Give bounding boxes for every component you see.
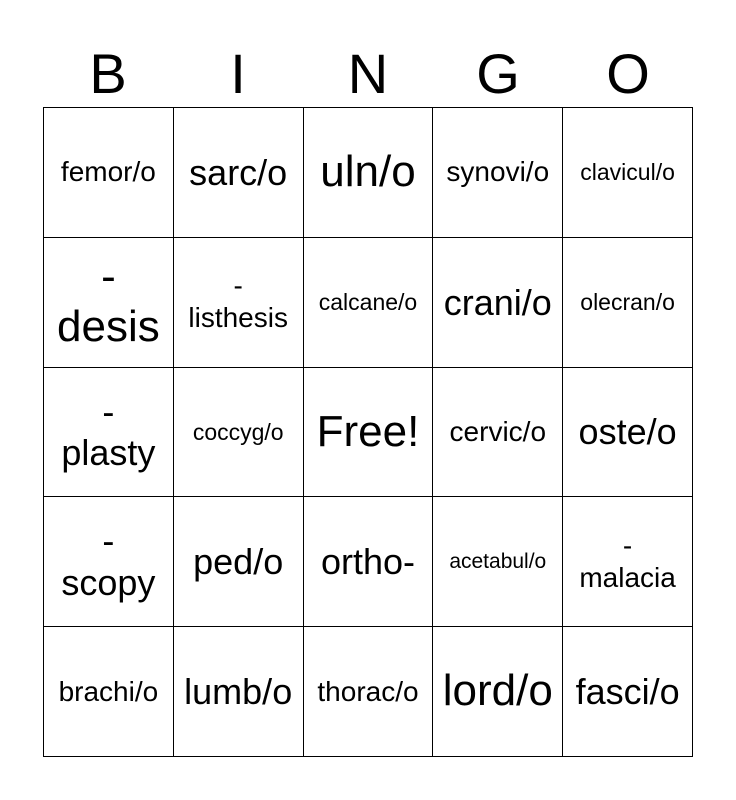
bingo-cell[interactable]: olecran/o	[563, 238, 693, 368]
bingo-cell[interactable]: calcane/o	[304, 238, 434, 368]
bingo-cell[interactable]: - listhesis	[174, 238, 304, 368]
bingo-header	[43, 40, 693, 108]
bingo-cell[interactable]: lumb/o	[174, 627, 304, 757]
bingo-cell[interactable]: - desis	[44, 238, 174, 368]
bingo-cell[interactable]: clavicul/o	[563, 108, 693, 238]
bingo-cell[interactable]: crani/o	[433, 238, 563, 368]
bingo-cell[interactable]: coccyg/o	[174, 368, 304, 498]
bingo-cell[interactable]: - malacia	[563, 497, 693, 627]
bingo-card-grid	[43, 107, 693, 757]
header-letter-b: B	[89, 42, 127, 105]
bingo-cell[interactable]: lord/o	[433, 627, 563, 757]
bingo-cell[interactable]: acetabul/o	[433, 497, 563, 627]
header-letter-n: N	[347, 42, 389, 105]
bingo-cell[interactable]: - scopy	[44, 497, 174, 627]
bingo-cell[interactable]: ortho-	[304, 497, 434, 627]
bingo-cell[interactable]: uln/o	[304, 108, 434, 238]
bingo-cell[interactable]: oste/o	[563, 368, 693, 498]
bingo-cell[interactable]: synovi/o	[433, 108, 563, 238]
bingo-cell[interactable]: brachi/o	[44, 627, 174, 757]
bingo-cell[interactable]: cervic/o	[433, 368, 563, 498]
bingo-cell[interactable]: ped/o	[174, 497, 304, 627]
bingo-cell[interactable]: fasci/o	[563, 627, 693, 757]
bingo-cell[interactable]: - plasty	[44, 368, 174, 498]
header-letter-g: G	[476, 42, 520, 105]
header-letter-i: I	[230, 42, 246, 105]
free-space-cell[interactable]: Free!	[304, 368, 434, 498]
bingo-cell[interactable]: sarc/o	[174, 108, 304, 238]
header-letter-o: O	[606, 42, 650, 105]
bingo-cell[interactable]: thorac/o	[304, 627, 434, 757]
bingo-cell[interactable]: femor/o	[44, 108, 174, 238]
